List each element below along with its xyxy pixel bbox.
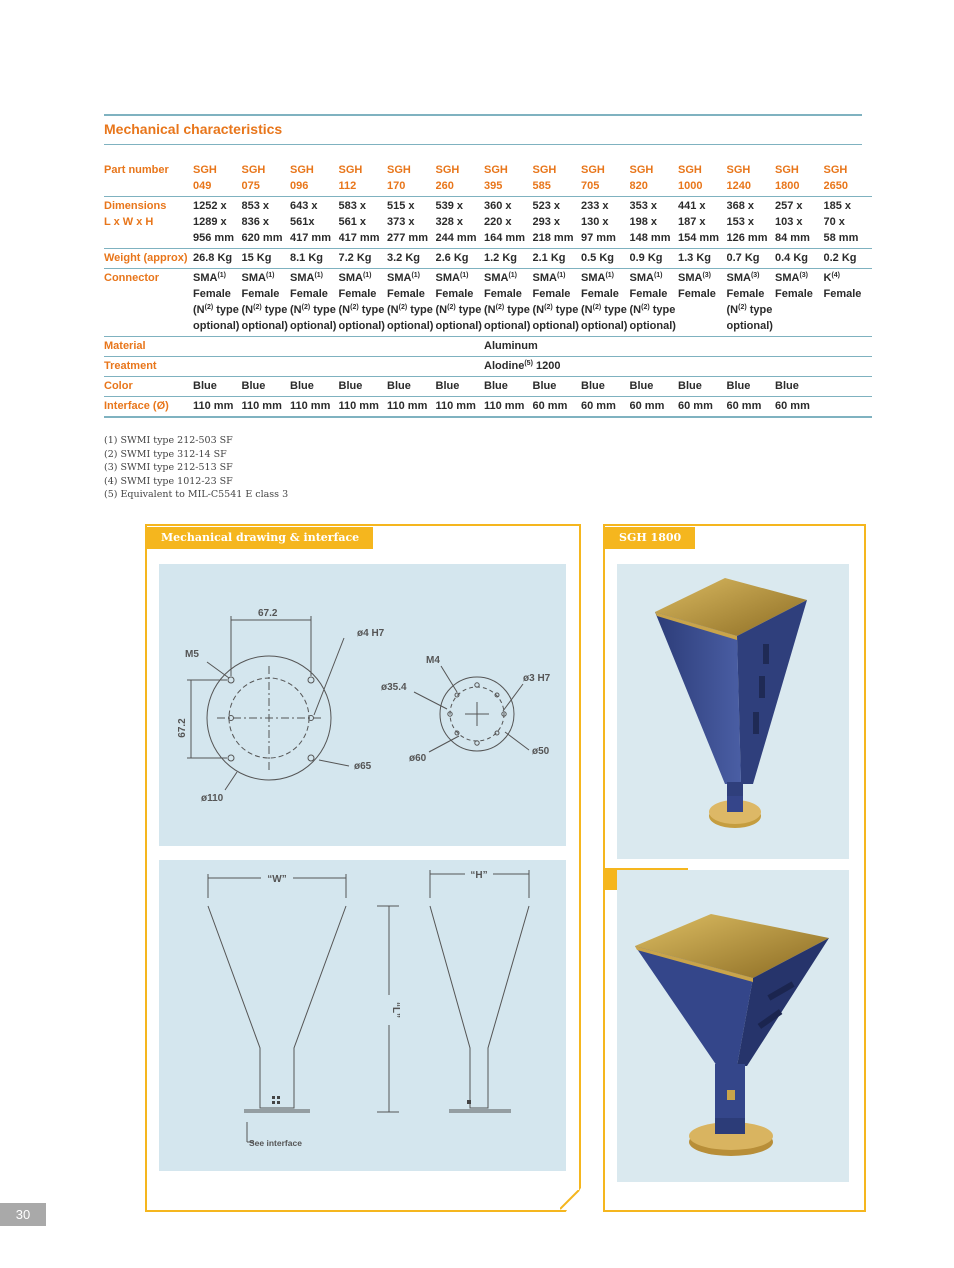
connector-opt: optional) (338, 320, 385, 332)
connector-opt: (N (435, 304, 448, 316)
dimension-value: 84 mm (775, 232, 810, 244)
drawing-panel-corner (560, 1190, 582, 1212)
connector-opt: (N (193, 304, 205, 316)
dimension-value: 233 x (581, 200, 609, 212)
connector-gender: Female (338, 288, 377, 300)
footnote-ref: (3) (799, 272, 809, 279)
dimension-value: 441 x (678, 200, 706, 212)
label-w: “W” (267, 874, 287, 885)
footnote-ref: (2) (301, 304, 311, 311)
dimension-value: 956 mm (193, 232, 234, 244)
connector-gender: Female (484, 288, 522, 300)
connector-cell (727, 269, 776, 337)
connector-gender: Female (775, 288, 813, 300)
label-see-interface: See interface (249, 1138, 302, 1148)
dimension-value: 836 x (241, 216, 270, 228)
dimension-value: 561x (290, 216, 315, 228)
label-line: Dimensions (104, 200, 167, 212)
connector-opt: (N (338, 304, 351, 316)
color-cell: Blue (290, 377, 339, 397)
label-material: Material (104, 337, 193, 357)
drawing-panel-tab: Mechanical drawing & interface (147, 527, 373, 549)
weight-cell: 26.8 Kg (193, 249, 242, 269)
interface-cell (824, 397, 873, 418)
connector-cell (484, 269, 533, 337)
mechanical-spec-table (104, 161, 872, 418)
part-prefix: SGH (581, 164, 605, 176)
interface-cell: 60 mm (581, 397, 630, 418)
part-number-cell (290, 161, 339, 197)
part-code: 395 (484, 180, 503, 192)
footnote-ref: (2) (204, 304, 214, 311)
interface-cell: 110 mm (484, 397, 533, 418)
label-line: L x W x H (104, 216, 154, 228)
connector-gender: Female (435, 288, 474, 300)
footnote-ref: (1) (411, 272, 421, 279)
connector-cell (193, 269, 242, 337)
connector-opt: type (746, 304, 773, 316)
color-cell: Blue (533, 377, 582, 397)
sgh-1800-horn-image (617, 564, 849, 859)
row-part-number (104, 161, 872, 197)
part-code: 170 (387, 180, 406, 192)
connector-opt: (N (241, 304, 254, 316)
sgh-395-photo (617, 870, 849, 1182)
color-cell: Blue (678, 377, 727, 397)
part-prefix: SGH (678, 164, 702, 176)
row-connector (104, 269, 872, 337)
footnote-ref: (4) (831, 272, 841, 279)
part-prefix: SGH (290, 164, 314, 176)
dimension-value: 620 mm (241, 232, 283, 244)
connector-type: SMA (532, 272, 557, 284)
label-35-4: ø35.4 (381, 682, 407, 693)
part-number-cell (630, 161, 679, 197)
connector-opt: optional) (629, 320, 676, 332)
row-interface (104, 397, 872, 418)
page-number: 30 (0, 1203, 46, 1226)
connector-type: SMA (193, 272, 218, 284)
connector-opt: (N (484, 304, 496, 316)
connector-opt: type (649, 304, 676, 316)
connector-type: SMA (726, 272, 751, 284)
dimension-value: 417 mm (290, 232, 331, 244)
weight-cell: 7.2 Kg (339, 249, 388, 269)
footnote-ref: (1) (605, 272, 615, 279)
part-prefix: SGH (532, 164, 557, 176)
connector-cell (630, 269, 679, 337)
part-number-cell (775, 161, 824, 197)
footnote-ref: (1) (362, 272, 372, 279)
weight-cell: 3.2 Kg (387, 249, 436, 269)
dimension-value: 187 x (678, 216, 706, 228)
part-code: 705 (581, 180, 600, 192)
connector-opt: optional) (581, 320, 628, 332)
footnote-line: (3) SWMI type 212-513 SF (104, 462, 233, 473)
connector-opt: (N (581, 304, 593, 316)
photo-tab-sgh-1800: SGH 1800 (605, 527, 695, 549)
color-cell: Blue (242, 377, 291, 397)
dimension-value: 561 x (338, 216, 367, 228)
part-number-cell (387, 161, 436, 197)
weight-cell: 2.6 Kg (436, 249, 485, 269)
dimension-value: 153 x (726, 216, 755, 228)
dimension-value: 154 mm (678, 232, 719, 244)
dimension-value: 1252 x (193, 200, 227, 212)
part-prefix: SGH (726, 164, 751, 176)
dimension-value: 1289 x (193, 216, 227, 228)
dimension-value: 328 x (435, 216, 464, 228)
dimension-value: 293 x (532, 216, 561, 228)
flange-drawing-svg (159, 564, 566, 846)
part-prefix: SGH (484, 164, 508, 176)
connector-opt: type (310, 304, 336, 316)
part-code: 1800 (775, 180, 800, 192)
label-l: “L” (390, 1001, 401, 1019)
dimension-value: 148 mm (629, 232, 671, 244)
dimension-value: 164 mm (484, 232, 525, 244)
part-code: 112 (338, 180, 357, 192)
part-number-cell (678, 161, 727, 197)
dimension-value: 417 mm (338, 232, 380, 244)
row-color (104, 377, 872, 397)
color-cell: Blue (581, 377, 630, 397)
part-prefix: SGH (193, 164, 217, 176)
weight-cell: 0.4 Kg (775, 249, 824, 269)
interface-cell: 110 mm (339, 397, 388, 418)
connector-type: SMA (484, 272, 509, 284)
footnote-ref: (2) (253, 304, 262, 311)
connector-opt: optional) (726, 320, 773, 332)
connector-opt: optional) (532, 320, 579, 332)
connector-cell (775, 269, 824, 337)
dimension-cell (630, 197, 679, 249)
connector-opt: (N (387, 304, 399, 316)
footnote-line: (4) SWMI type 1012-23 SF (104, 475, 233, 487)
part-number-cell (824, 161, 873, 197)
dimension-value: 218 mm (532, 232, 574, 244)
section-title: Mechanical characteristics (104, 121, 283, 137)
part-code: 820 (629, 180, 648, 192)
dimension-cell (290, 197, 339, 249)
connector-type: SMA (338, 272, 363, 284)
dimension-cell (775, 197, 824, 249)
dimension-cell (387, 197, 436, 249)
dimension-value: 58 mm (823, 232, 859, 244)
part-number-cell (581, 161, 630, 197)
footnote-line: (2) SWMI type 312-14 SF (104, 448, 227, 460)
part-code: 096 (290, 180, 309, 192)
part-number-cell (193, 161, 242, 197)
connector-opt: (N (726, 304, 739, 316)
part-code: 2650 (823, 180, 848, 192)
weight-cell: 1.3 Kg (678, 249, 727, 269)
color-cell (824, 377, 873, 397)
weight-cell: 2.1 Kg (533, 249, 582, 269)
color-cell: Blue (436, 377, 485, 397)
color-cell: Blue (630, 377, 679, 397)
footnote-ref: (1) (508, 272, 518, 279)
connector-type: SMA (629, 272, 654, 284)
part-number-cell (533, 161, 582, 197)
part-number-cell (484, 161, 533, 197)
connector-type: SMA (387, 272, 412, 284)
part-code: 049 (193, 180, 212, 192)
interface-cell: 60 mm (775, 397, 824, 418)
label-treatment: Treatment (104, 357, 193, 377)
label-dimensions (104, 197, 193, 249)
horn-drawing (159, 860, 566, 1171)
label-m4: M4 (426, 655, 440, 666)
dimension-value: 97 mm (581, 232, 616, 244)
connector-opt: type (455, 304, 482, 316)
label-3-h7: ø3 H7 (523, 673, 551, 684)
connector-cell (678, 269, 727, 337)
label-color: Color (104, 377, 193, 397)
dimension-cell (727, 197, 776, 249)
connector-gender: Female (823, 288, 862, 300)
footnote-line: (1) SWMI type 212-503 SF (104, 435, 233, 446)
connector-gender: Female (193, 288, 231, 300)
connector-opt: type (407, 304, 433, 316)
connector-gender: Female (290, 288, 328, 300)
part-code: 1240 (726, 180, 751, 192)
dimension-value: 70 x (823, 216, 845, 228)
connector-opt: type (552, 304, 579, 316)
dimension-value: 643 x (290, 200, 318, 212)
label-4-h7: ø4 H7 (357, 628, 385, 639)
connector-cell (533, 269, 582, 337)
weight-cell: 0.5 Kg (581, 249, 630, 269)
row-dimensions (104, 197, 872, 249)
material-value: Aluminum (484, 337, 872, 357)
part-prefix: SGH (629, 164, 654, 176)
dimension-cell (339, 197, 388, 249)
connector-cell (387, 269, 436, 337)
color-cell: Blue (727, 377, 776, 397)
interface-cell: 60 mm (630, 397, 679, 418)
connector-cell (436, 269, 485, 337)
dimension-value: 103 x (775, 216, 803, 228)
connector-gender: Female (581, 288, 619, 300)
dimension-cell (436, 197, 485, 249)
dimension-value: 244 mm (435, 232, 477, 244)
color-cell: Blue (484, 377, 533, 397)
connector-opt: (N (290, 304, 302, 316)
color-cell: Blue (387, 377, 436, 397)
part-code: 260 (435, 180, 454, 192)
color-cell: Blue (775, 377, 824, 397)
footnote-line: (5) Equivalent to MIL-C5541 E class 3 (104, 489, 289, 500)
dimension-cell (484, 197, 533, 249)
label-110: ø110 (201, 793, 224, 804)
footnote-ref: (2) (544, 304, 553, 311)
interface-cell: 110 mm (242, 397, 291, 418)
dimension-value: 853 x (241, 200, 270, 212)
part-code: 585 (532, 180, 551, 192)
dimension-value: 583 x (338, 200, 367, 212)
footnote-ref: (1) (265, 272, 275, 279)
footnote-ref: (2) (447, 304, 456, 311)
footnote-ref: (2) (738, 304, 747, 311)
footnote-ref: (3) (702, 272, 712, 279)
connector-gender: Female (532, 288, 571, 300)
part-number-cell (339, 161, 388, 197)
dimension-cell (193, 197, 242, 249)
weight-cell: 0.2 Kg (824, 249, 873, 269)
connector-type: SMA (775, 272, 800, 284)
dimension-value: 368 x (726, 200, 755, 212)
connector-opt: (N (629, 304, 642, 316)
dimension-value: 523 x (532, 200, 561, 212)
dimension-value: 539 x (435, 200, 464, 212)
part-prefix: SGH (241, 164, 266, 176)
connector-cell (581, 269, 630, 337)
color-cell: Blue (339, 377, 388, 397)
connector-type: SMA (290, 272, 315, 284)
part-prefix: SGH (823, 164, 848, 176)
part-number-cell (436, 161, 485, 197)
dimension-value: 126 mm (726, 232, 768, 244)
footnote-ref: (1) (653, 272, 663, 279)
label-67-2-horizontal: 67.2 (258, 608, 278, 619)
interface-cell: 110 mm (387, 397, 436, 418)
footnote-ref: (1) (459, 272, 469, 279)
dimension-value: 515 x (387, 200, 415, 212)
connector-opt: optional) (387, 320, 434, 332)
horn-drawing-svg (159, 860, 566, 1171)
part-prefix: SGH (775, 164, 799, 176)
connector-opt: type (358, 304, 385, 316)
footnote-ref: (2) (495, 304, 505, 311)
weight-cell: 0.7 Kg (727, 249, 776, 269)
dimension-cell (242, 197, 291, 249)
connector-opt: type (261, 304, 288, 316)
sgh-1800-photo (617, 564, 849, 859)
row-material (104, 337, 872, 357)
label-67-2-vertical: 67.2 (177, 718, 188, 738)
part-prefix: SGH (387, 164, 411, 176)
label-h: “H” (470, 870, 488, 881)
connector-type: SMA (581, 272, 606, 284)
weight-cell: 15 Kg (242, 249, 291, 269)
part-prefix: SGH (338, 164, 363, 176)
footnote-ref: (5) (524, 360, 533, 367)
connector-type: K (823, 272, 832, 284)
label-50: ø50 (532, 746, 550, 757)
part-code: 075 (241, 180, 260, 192)
dimension-cell (824, 197, 873, 249)
connector-cell (339, 269, 388, 337)
connector-opt: (N (532, 304, 545, 316)
label-connector: Connector (104, 269, 193, 337)
weight-cell: 8.1 Kg (290, 249, 339, 269)
weight-cell: 1.2 Kg (484, 249, 533, 269)
label-part-number: Part number (104, 161, 193, 197)
interface-cell: 110 mm (290, 397, 339, 418)
connector-opt: optional) (435, 320, 482, 332)
label-interface: Interface (Ø) (104, 397, 193, 418)
dimension-value: 198 x (629, 216, 658, 228)
dimension-cell (678, 197, 727, 249)
connector-gender: Female (629, 288, 668, 300)
dimension-value: 130 x (581, 216, 609, 228)
footnote-ref: (1) (556, 272, 566, 279)
interface-cell: 60 mm (727, 397, 776, 418)
connector-type: SMA (435, 272, 460, 284)
dimension-cell (581, 197, 630, 249)
part-prefix: SGH (435, 164, 460, 176)
part-code: 1000 (678, 180, 703, 192)
connector-opt: type (504, 304, 530, 316)
connector-cell (290, 269, 339, 337)
footnote-ref: (2) (350, 304, 359, 311)
dimension-value: 257 x (775, 200, 803, 212)
connector-opt: optional) (193, 320, 240, 332)
connector-opt: optional) (484, 320, 531, 332)
interface-cell: 110 mm (193, 397, 242, 418)
connector-gender: Female (241, 288, 280, 300)
connector-opt: optional) (290, 320, 337, 332)
treatment-name: Alodine (484, 360, 525, 372)
footnote-ref: (2) (641, 304, 650, 311)
connector-gender: Female (678, 288, 716, 300)
dimension-value: 277 mm (387, 232, 428, 244)
interface-cell: 60 mm (678, 397, 727, 418)
treatment-grade: 1200 (532, 360, 561, 372)
label-m5: M5 (185, 649, 199, 660)
footnote-ref: (1) (314, 272, 324, 279)
part-number-cell (727, 161, 776, 197)
label-60: ø60 (409, 753, 427, 764)
connector-opt: type (213, 304, 239, 316)
dimension-value: 353 x (629, 200, 658, 212)
row-treatment (104, 357, 872, 377)
interface-cell: 110 mm (436, 397, 485, 418)
color-cell: Blue (193, 377, 242, 397)
sgh-395-horn-image (617, 870, 849, 1182)
dimension-value: 373 x (387, 216, 415, 228)
dimension-value: 220 x (484, 216, 512, 228)
weight-cell: 0.9 Kg (630, 249, 679, 269)
dimension-value: 360 x (484, 200, 512, 212)
connector-opt: type (601, 304, 627, 316)
connector-gender: Female (387, 288, 425, 300)
footnote-ref: (1) (217, 272, 227, 279)
footnote-ref: (2) (398, 304, 408, 311)
connector-cell (824, 269, 873, 337)
connector-opt: optional) (241, 320, 288, 332)
footnote-ref: (2) (592, 304, 602, 311)
part-number-cell (242, 161, 291, 197)
connector-cell (242, 269, 291, 337)
dimension-cell (533, 197, 582, 249)
dimension-value: 185 x (823, 200, 852, 212)
connector-gender: Female (726, 288, 765, 300)
connector-type: SMA (241, 272, 266, 284)
row-weight (104, 249, 872, 269)
section-header (104, 114, 862, 145)
interface-cell: 60 mm (533, 397, 582, 418)
label-65: ø65 (354, 761, 372, 772)
footnotes (104, 434, 288, 502)
label-weight: Weight (approx) (104, 249, 193, 269)
footnote-ref: (3) (750, 272, 760, 279)
flange-drawing (159, 564, 566, 846)
treatment-value (484, 357, 872, 377)
connector-type: SMA (678, 272, 703, 284)
